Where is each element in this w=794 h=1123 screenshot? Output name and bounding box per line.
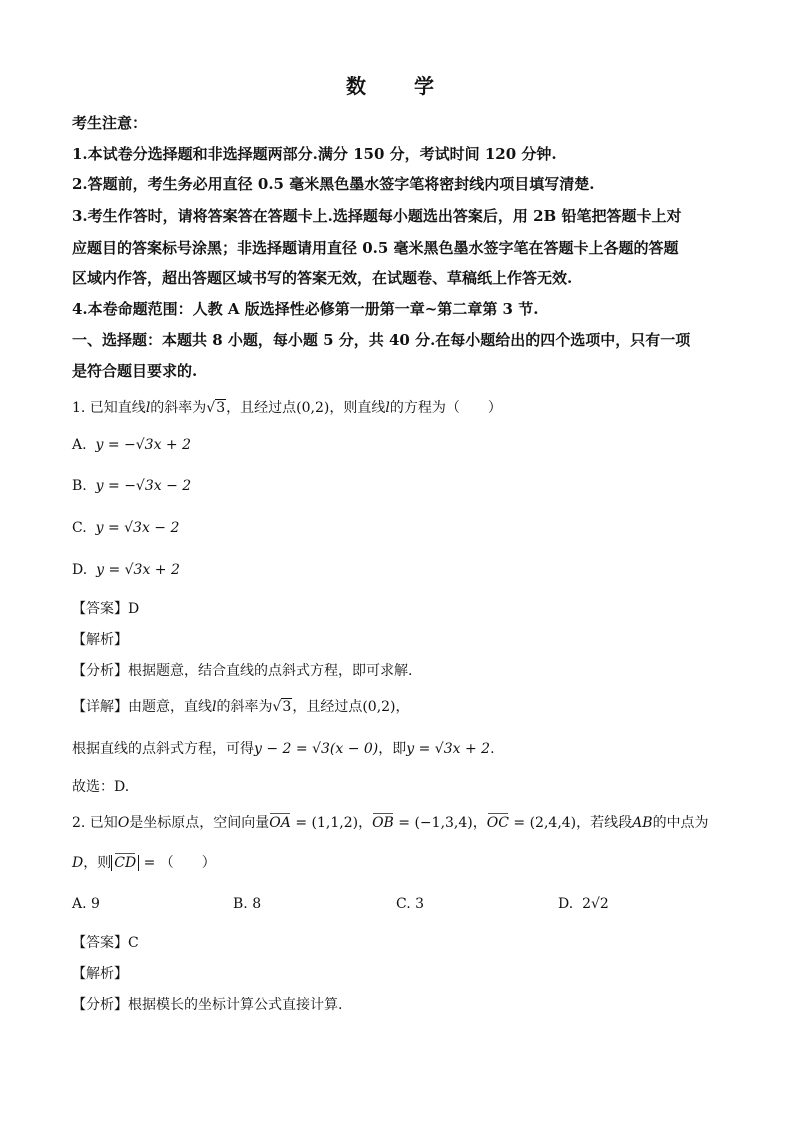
notice-item-4: 4.本卷命题范围：人教 A 版选择性必修第一册第一章~第二章第 3 节. bbox=[72, 300, 539, 318]
notice-item-3-line-2: 应题目的答案标号涂黑；非选择题请用直径 0.5 毫米黑色墨水签字笔在答题卡上各题的答题 bbox=[72, 239, 679, 257]
question-1-option-a: A. y = −√3x + 2 bbox=[72, 437, 192, 453]
question-1-analysis-tag: 【解析】 bbox=[72, 632, 128, 648]
question-2-stem-line-1: 2. 已知O是坐标原点，空间向量OA = (1,1,2)，OB = (−1,3,4)，OC = (2,4,4)，若线段AB的中点为 bbox=[72, 815, 709, 831]
section-heading-line-1: 一、选择题：本题共 8 小题，每小题 5 分，共 40 分.在每小题给出的四个选项中，只有一项 bbox=[72, 331, 691, 349]
question-1-derivation: 根据直线的点斜式方程，可得y − 2 = √3(x − 0)，即y = √3x + 2. bbox=[72, 741, 495, 757]
question-1-option-b: B. y = −√3x − 2 bbox=[72, 478, 192, 494]
question-2-answer: 【答案】C bbox=[72, 935, 139, 951]
vector-ob: OB bbox=[372, 815, 394, 831]
question-1-detail: 【详解】由题意，直线l的斜率为√3，且经过点(0,2)， bbox=[72, 699, 410, 715]
question-1-stem: 1. 已知直线l的斜率为√3，且经过点(0,2)，则直线l的方程为（ ） bbox=[72, 400, 502, 416]
question-2-analysis-tag: 【解析】 bbox=[72, 966, 128, 982]
question-2-stem-line-2: D，则 CD = （ ） bbox=[72, 855, 216, 871]
notice-heading: 考生注意： bbox=[72, 114, 148, 132]
question-1-answer: 【答案】D bbox=[72, 601, 140, 617]
question-1-fenxi: 【分析】根据题意，结合直线的点斜式方程，即可求解. bbox=[72, 663, 413, 679]
notice-item-3-line-1: 3.考生作答时，请将答案答在答题卡上.选择题每小题选出答案后，用 2B 铅笔把答题卡上对 bbox=[72, 207, 682, 225]
question-2-option-a: A. 9 bbox=[72, 896, 100, 912]
question-1-option-d: D. y = √3x + 2 bbox=[72, 562, 180, 578]
page-title: 数 学 bbox=[346, 74, 448, 98]
vector-cd: CD bbox=[114, 855, 137, 871]
question-2-option-d: D. 2√2 bbox=[558, 896, 609, 912]
question-1-choose: 故选：D. bbox=[72, 779, 130, 795]
section-heading-line-2: 是符合题目要求的. bbox=[72, 362, 198, 380]
question-2-fenxi: 【分析】根据模长的坐标计算公式直接计算. bbox=[72, 997, 343, 1013]
vector-oc: OC bbox=[486, 815, 509, 831]
notice-item-3-line-3: 区域内作答，超出答题区域书写的答案无效，在试题卷、草稿纸上作答无效. bbox=[72, 269, 573, 287]
notice-item-1: 1.本试卷分选择题和非选择题两部分.满分 150 分，考试时间 120 分钟. bbox=[72, 145, 557, 163]
vector-oa: OA bbox=[269, 815, 291, 831]
question-2-option-c: C. 3 bbox=[396, 896, 425, 912]
question-2-option-b: B. 8 bbox=[233, 896, 262, 912]
question-1-option-c: C. y = √3x − 2 bbox=[72, 520, 180, 536]
notice-item-2: 2.答题前，考生务必用直径 0.5 毫米黑色墨水签字笔将密封线内项目填写清楚. bbox=[72, 175, 595, 193]
